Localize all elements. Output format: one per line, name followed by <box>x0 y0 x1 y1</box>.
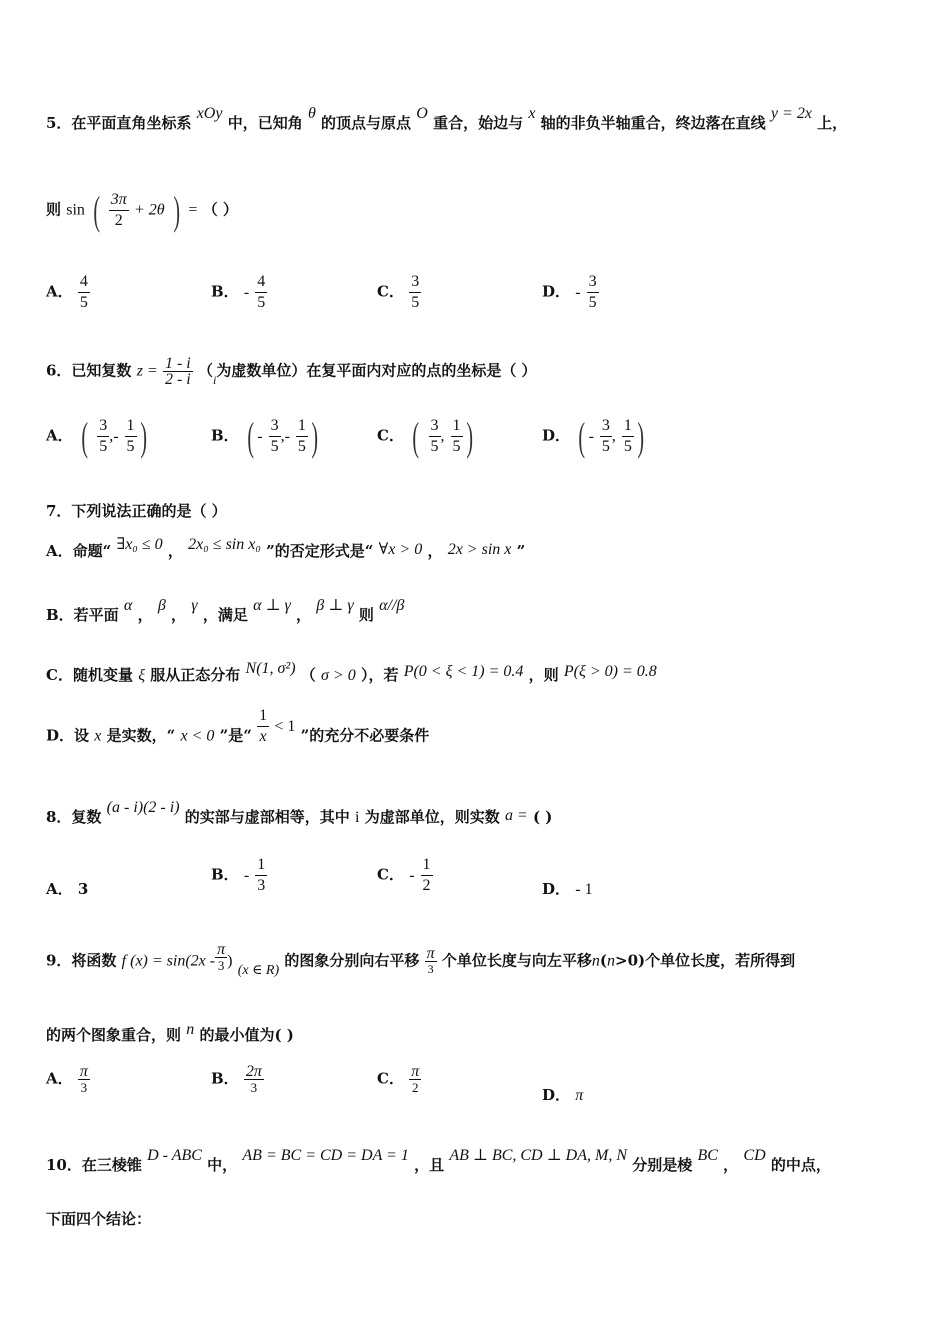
q6-option-d[interactable]: D． ( - $\frac{3}{5}$ , $\frac{1}{5}$ ) <box>542 413 644 459</box>
q5-option-a[interactable]: A． $\frac{4}{5}$ <box>46 273 88 311</box>
q6-line: 6．已知复数 z = $\frac{1 - i}{2 - i}$ （$_i$为虚数单位）在复平面内对应的点的坐标是（ ） <box>46 355 537 388</box>
q7-option-c[interactable]: C．随机变量 ξ 服从正态分布 N(1, σ²) （ σ > 0 ），若 P(0 < ξ < 1) = 0.4 ，则 P(ξ > 0) = 0.8 <box>46 660 657 684</box>
q8-option-b[interactable]: B． - $\frac{1}{3}$ <box>211 856 266 894</box>
q7-option-d[interactable]: D．设 x 是实数，“ x < 0 ”是“ $\frac{1}{x}$ < 1 ”的充分不必要条件 <box>46 707 430 745</box>
q8-option-d[interactable]: D． - 1 <box>542 880 593 898</box>
q9-line2: 的两个图象重合，则 n 的最小值为( ) <box>46 1021 294 1044</box>
q7-title: 7．下列说法正确的是（ ） <box>46 502 227 520</box>
q8-option-c[interactable]: C． - $\frac{1}{2}$ <box>377 856 431 894</box>
q9-line1: 9．将函数 f (x) = sin(2x - $\frac{\pi}{3}$ ) (x ∈ R) 的图象分别向右平移 $\frac{\pi}{3}$ 个单位长度与向左平移n(n>0)个单位长度，若所得到 <box>46 941 796 978</box>
q10-line2: 下面四个结论： <box>46 1210 152 1228</box>
q9-option-b[interactable]: B． $\frac{2\pi}{3}$ <box>211 1063 262 1095</box>
q5-option-c[interactable]: C． $\frac{3}{5}$ <box>377 273 420 311</box>
q9-option-a[interactable]: A． $\frac{\pi}{3}$ <box>46 1063 88 1095</box>
q7-option-a[interactable]: A．命题“ ∃x₀ ≤ 0 ， 2x₀ ≤ sin x₀ ”的否定形式是“ ∀x > 0 ， 2x > sin x ” <box>46 536 526 560</box>
q6-option-b[interactable]: B． ( - $\frac{3}{5}$ ,- $\frac{1}{5}$ ) <box>211 413 318 459</box>
q6-option-a[interactable]: A． ( $\frac{3}{5}$ ,- $\frac{1}{5}$ ) <box>46 413 147 459</box>
q5-line2: 则 sin ( $\frac{3\pi}{2}$ + 2θ ) = （ ） <box>46 187 238 233</box>
q6-option-c[interactable]: C． ( $\frac{3}{5}$ , $\frac{1}{5}$ ) <box>377 413 473 459</box>
q5-option-b[interactable]: B． - $\frac{4}{5}$ <box>211 273 266 311</box>
q9-option-c[interactable]: C． $\frac{\pi}{2}$ <box>377 1063 420 1095</box>
q7-option-b[interactable]: B．若平面 α ， β ， γ ，满足 α ⊥ γ ， β ⊥ γ 则 α//β <box>46 597 405 624</box>
q5-frac: $\frac{3\pi}{2}$ <box>110 191 127 229</box>
q9-option-d[interactable]: D． π <box>542 1086 584 1104</box>
q5-line1: 5．在平面直角坐标系 xOy 中，已知角 θ 的顶点与原点 O 重合，始边与 x 轴的非负半轴重合，终边落在直线 y = 2x 上， <box>46 105 848 132</box>
q5-option-d[interactable]: D． - $\frac{3}{5}$ <box>542 273 597 311</box>
q8-option-a[interactable]: A． 3 <box>46 880 89 898</box>
q10-line1: 10．在三棱锥 D - ABC 中， AB = BC = CD = DA = 1 ，且 AB ⊥ BC, CD ⊥ DA, M, N 分别是棱 BC ， CD 的中点， <box>46 1147 831 1174</box>
q8-line: 8．复数 (a - i)(2 - i) 的实部与虚部相等，其中 i 为虚部单位，则实数 a = ( ) <box>46 799 553 826</box>
